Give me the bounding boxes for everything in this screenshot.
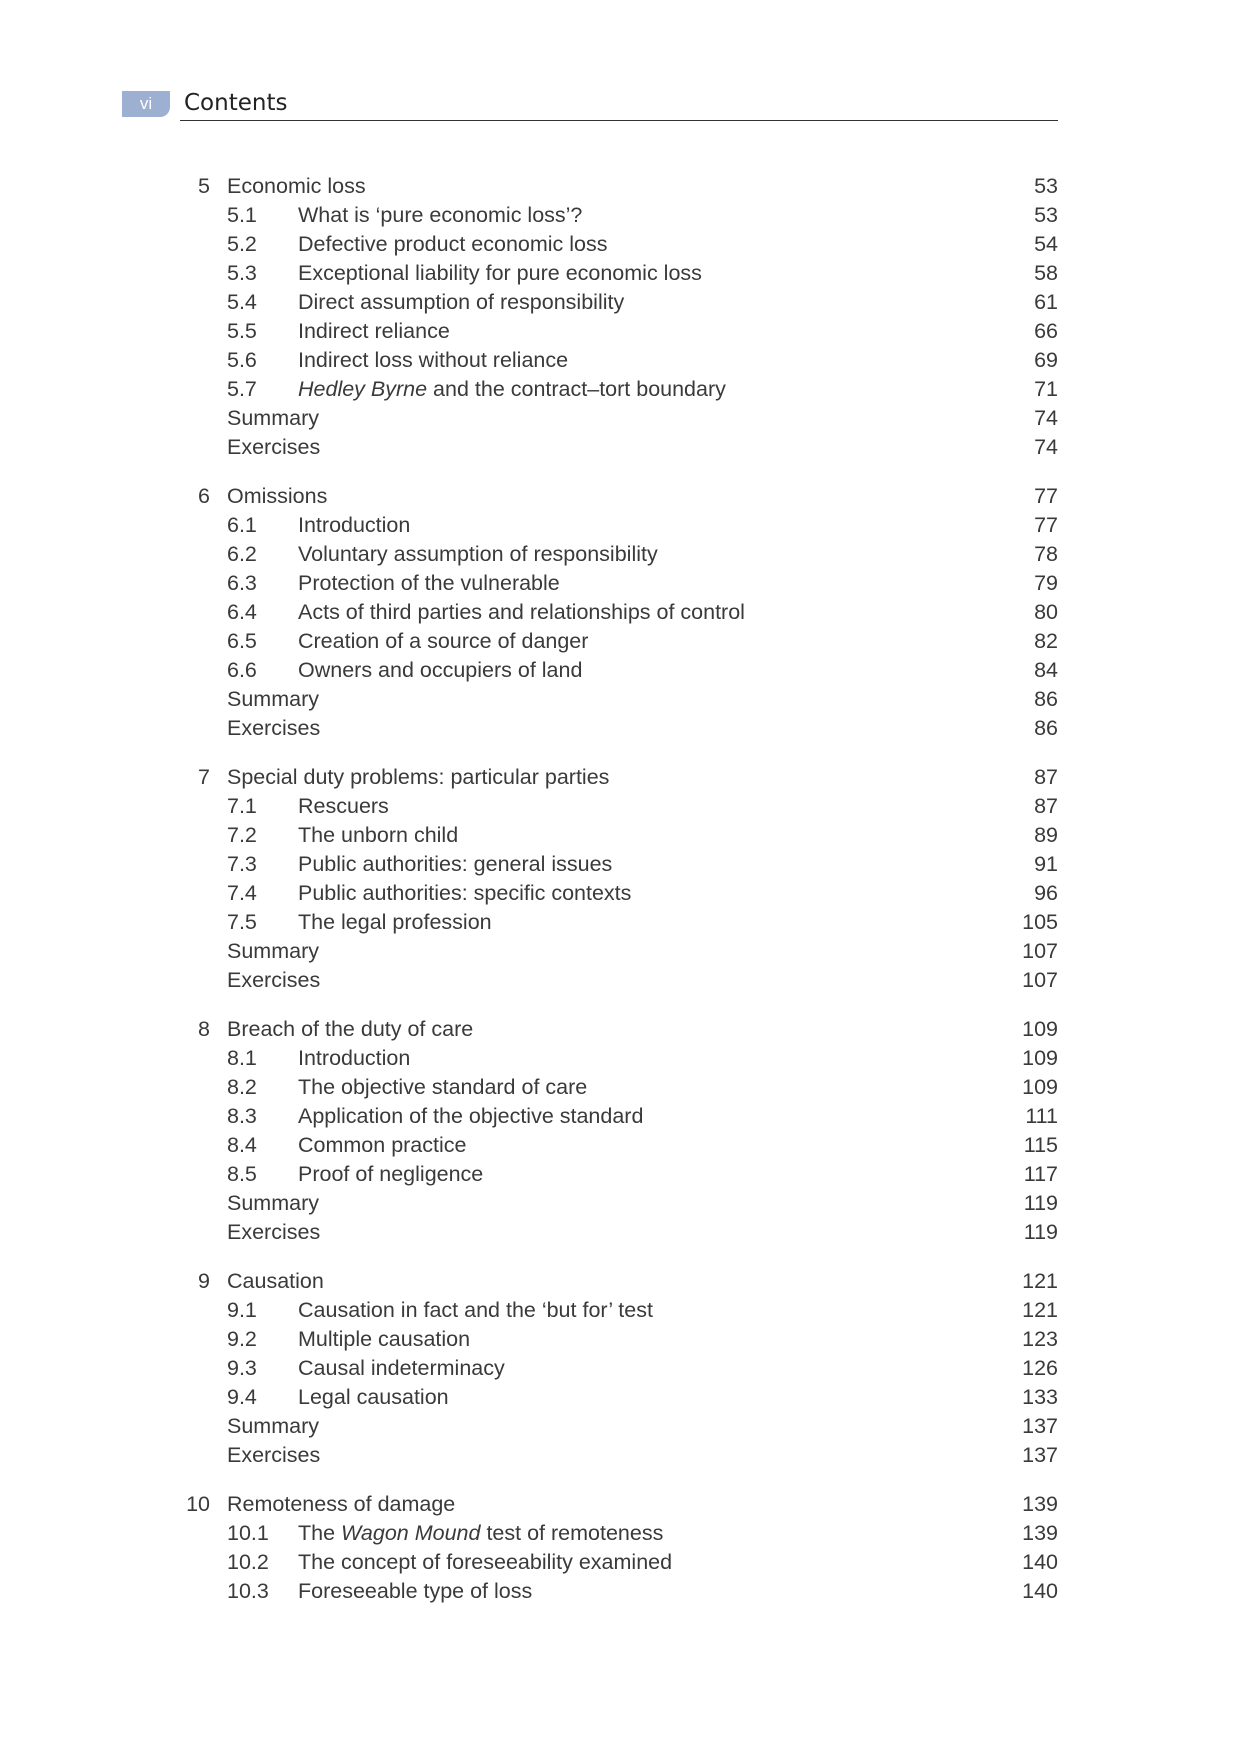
section-entry: [170, 288, 1058, 317]
section-title-pre: The: [298, 1521, 342, 1545]
section-number: 5.6: [227, 348, 257, 372]
chapter-block: [170, 1490, 1058, 1606]
page-number: 84: [1034, 658, 1058, 682]
table-of-contents: [170, 172, 1058, 1626]
section-entry: [170, 656, 1058, 685]
section-entry: [170, 346, 1058, 375]
chapter-block: [170, 1267, 1058, 1470]
section-number: 7.5: [227, 910, 257, 934]
section-entry: [170, 1131, 1058, 1160]
section-entry: [170, 792, 1058, 821]
section-title: Direct assumption of responsibility: [298, 290, 625, 314]
extra-entry: [170, 1412, 1058, 1441]
section-number: 6.1: [227, 513, 257, 537]
section-title-italic: Hedley Byrne: [298, 377, 428, 401]
page-number: 74: [1034, 406, 1058, 430]
section-title: Indirect reliance: [298, 319, 450, 343]
page-number: 121: [1022, 1298, 1058, 1322]
section-number: 8.3: [227, 1104, 257, 1128]
page-number: 140: [1022, 1579, 1058, 1603]
section-title: Introduction: [298, 513, 411, 537]
page-number: 89: [1034, 823, 1058, 847]
page-number: 105: [1022, 910, 1058, 934]
section-title: What is ‘pure economic loss’?: [298, 203, 583, 227]
extra-title: Exercises: [227, 1220, 321, 1244]
section-entry: [170, 317, 1058, 346]
section-title-rest: and the contract–tort boundary: [427, 377, 726, 401]
extra-title: Exercises: [227, 435, 321, 459]
section-number: 8.5: [227, 1162, 257, 1186]
section-title: [298, 375, 726, 404]
section-entry: [170, 879, 1058, 908]
extra-title: Exercises: [227, 1443, 321, 1467]
section-entry: [170, 627, 1058, 656]
section-title: Proof of negligence: [298, 1162, 484, 1186]
page-number: 133: [1022, 1385, 1058, 1409]
section-entry: [170, 1160, 1058, 1189]
section-entry: [170, 1383, 1058, 1412]
page-number: 53: [1034, 174, 1058, 198]
section-title: Legal causation: [298, 1385, 449, 1409]
section-entry: [170, 1044, 1058, 1073]
section-number: 5.3: [227, 261, 257, 285]
extra-title: Summary: [227, 1414, 319, 1438]
section-number: 6.3: [227, 571, 257, 595]
section-title: [298, 1519, 663, 1548]
section-entry: [170, 201, 1058, 230]
chapter-heading: [170, 482, 1058, 511]
page-number: 109: [1022, 1075, 1058, 1099]
page-number: 126: [1022, 1356, 1058, 1380]
section-number: 10.1: [227, 1521, 269, 1545]
section-title: Protection of the vulnerable: [298, 571, 560, 595]
section-number: 10.3: [227, 1579, 269, 1603]
page-number: 139: [1022, 1492, 1058, 1516]
extra-title: Summary: [227, 939, 319, 963]
page-number: 123: [1022, 1327, 1058, 1351]
section-title-italic: Wagon Mound: [341, 1521, 481, 1545]
chapter-heading: [170, 172, 1058, 201]
page-number: 109: [1022, 1017, 1058, 1041]
section-number: 7.4: [227, 881, 257, 905]
section-title: Introduction: [298, 1046, 411, 1070]
section-entry: [170, 821, 1058, 850]
chapter-title: Special duty problems: particular parties: [227, 765, 610, 789]
section-entry: [170, 850, 1058, 879]
section-entry: [170, 1073, 1058, 1102]
section-entry: [170, 598, 1058, 627]
section-title: Causation in fact and the ‘but for’ test: [298, 1298, 653, 1322]
chapter-number: 8: [198, 1017, 210, 1041]
page-number: 96: [1034, 881, 1058, 905]
chapter-block: [170, 172, 1058, 462]
section-entry: [170, 259, 1058, 288]
section-number: 8.4: [227, 1133, 257, 1157]
section-title: Foreseeable type of loss: [298, 1579, 533, 1603]
chapter-number: 10: [186, 1492, 210, 1516]
extra-entry: [170, 433, 1058, 462]
section-number: 9.1: [227, 1298, 257, 1322]
page-number-tab: vi: [122, 91, 170, 117]
section-entry: [170, 908, 1058, 937]
section-title: Rescuers: [298, 794, 389, 818]
chapter-heading: [170, 763, 1058, 792]
page-number: 109: [1022, 1046, 1058, 1070]
section-title: Defective product economic loss: [298, 232, 608, 256]
section-number: 9.3: [227, 1356, 257, 1380]
chapter-number: 6: [198, 484, 210, 508]
extra-entry: [170, 1218, 1058, 1247]
extra-title: Summary: [227, 687, 319, 711]
extra-entry: [170, 1189, 1058, 1218]
page-title: Contents: [184, 90, 288, 116]
section-entry: [170, 1577, 1058, 1606]
section-entry: [170, 1102, 1058, 1131]
page-number: 87: [1034, 765, 1058, 789]
page-number: 86: [1034, 687, 1058, 711]
page-number: 77: [1034, 484, 1058, 508]
page-number: 77: [1034, 513, 1058, 537]
page-number: 86: [1034, 716, 1058, 740]
section-number: 5.4: [227, 290, 257, 314]
section-entry: [170, 511, 1058, 540]
section-number: 5.2: [227, 232, 257, 256]
section-entry: [170, 230, 1058, 259]
section-title: The concept of foreseeability examined: [298, 1550, 673, 1574]
page-number: 66: [1034, 319, 1058, 343]
chapter-heading: [170, 1015, 1058, 1044]
page-number: 139: [1022, 1521, 1058, 1545]
chapter-title: Economic loss: [227, 174, 366, 198]
page-number: 78: [1034, 542, 1058, 566]
extra-entry: [170, 685, 1058, 714]
section-title: Application of the objective standard: [298, 1104, 644, 1128]
page-number: 137: [1022, 1443, 1058, 1467]
page-number: 53: [1034, 203, 1058, 227]
section-title: The objective standard of care: [298, 1075, 588, 1099]
section-number: 8.2: [227, 1075, 257, 1099]
section-number: 9.4: [227, 1385, 257, 1409]
section-number: 8.1: [227, 1046, 257, 1070]
section-entry: [170, 1296, 1058, 1325]
extra-entry: [170, 404, 1058, 433]
section-title: Multiple causation: [298, 1327, 471, 1351]
page-number: 54: [1034, 232, 1058, 256]
section-entry: [170, 540, 1058, 569]
page-number: 137: [1022, 1414, 1058, 1438]
section-number: 6.5: [227, 629, 257, 653]
chapter-heading: [170, 1490, 1058, 1519]
section-number: 9.2: [227, 1327, 257, 1351]
section-title: Exceptional liability for pure economic loss: [298, 261, 702, 285]
extra-title: Exercises: [227, 716, 321, 740]
section-title: The unborn child: [298, 823, 459, 847]
page-number: 61: [1034, 290, 1058, 314]
section-title: Indirect loss without reliance: [298, 348, 569, 372]
page-number: 107: [1022, 968, 1058, 992]
page-number: 140: [1022, 1550, 1058, 1574]
section-number: 5.5: [227, 319, 257, 343]
chapter-block: [170, 1015, 1058, 1247]
section-title: Causal indeterminacy: [298, 1356, 505, 1380]
section-entry: [170, 1519, 1058, 1548]
section-number: 6.2: [227, 542, 257, 566]
chapter-number: 9: [198, 1269, 210, 1293]
page-number: 115: [1023, 1133, 1058, 1157]
page-number: 119: [1023, 1220, 1058, 1244]
section-number: 6.6: [227, 658, 257, 682]
section-entry: [170, 569, 1058, 598]
page-number: 107: [1022, 939, 1058, 963]
page-number: 69: [1034, 348, 1058, 372]
section-title: Public authorities: general issues: [298, 852, 613, 876]
chapter-number: 7: [198, 765, 210, 789]
section-number: 10.2: [227, 1550, 269, 1574]
header-rule: [180, 120, 1058, 121]
page-number: 117: [1023, 1162, 1058, 1186]
extra-entry: [170, 937, 1058, 966]
section-title: The legal profession: [298, 910, 492, 934]
section-number: 7.2: [227, 823, 257, 847]
page-number: 111: [1025, 1104, 1058, 1128]
page-number: 82: [1034, 629, 1058, 653]
page-number: 71: [1034, 377, 1058, 401]
extra-title: Summary: [227, 1191, 319, 1215]
extra-entry: [170, 966, 1058, 995]
page-number: 87: [1034, 794, 1058, 818]
page-number: 80: [1034, 600, 1058, 624]
section-number: 6.4: [227, 600, 257, 624]
section-number: 7.1: [227, 794, 257, 818]
section-title: Voluntary assumption of responsibility: [298, 542, 658, 566]
page-number: 121: [1022, 1269, 1058, 1293]
section-entry: [170, 1548, 1058, 1577]
extra-title: Summary: [227, 406, 319, 430]
chapter-title: Breach of the duty of care: [227, 1017, 474, 1041]
chapter-block: [170, 763, 1058, 995]
page-number: 74: [1034, 435, 1058, 459]
chapter-heading: [170, 1267, 1058, 1296]
section-entry: [170, 1354, 1058, 1383]
section-title: Public authorities: specific contexts: [298, 881, 632, 905]
section-title: Common practice: [298, 1133, 467, 1157]
page-number: 79: [1034, 571, 1058, 595]
section-title: Acts of third parties and relationships of control: [298, 600, 745, 624]
section-number: 7.3: [227, 852, 257, 876]
extra-title: Exercises: [227, 968, 321, 992]
section-entry: [170, 375, 1058, 404]
section-title: Creation of a source of danger: [298, 629, 589, 653]
chapter-title: Remoteness of damage: [227, 1492, 456, 1516]
page-number: 91: [1034, 852, 1058, 876]
extra-entry: [170, 714, 1058, 743]
page-number: 119: [1023, 1191, 1058, 1215]
section-number: 5.1: [227, 203, 257, 227]
page-header: [122, 88, 1058, 122]
chapter-block: [170, 482, 1058, 743]
chapter-title: Omissions: [227, 484, 328, 508]
page-number: 58: [1034, 261, 1058, 285]
extra-entry: [170, 1441, 1058, 1470]
section-title: Owners and occupiers of land: [298, 658, 583, 682]
section-entry: [170, 1325, 1058, 1354]
section-number: 5.7: [227, 377, 257, 401]
section-title-rest: test of remoteness: [480, 1521, 664, 1545]
chapter-title: Causation: [227, 1269, 324, 1293]
chapter-number: 5: [198, 174, 210, 198]
